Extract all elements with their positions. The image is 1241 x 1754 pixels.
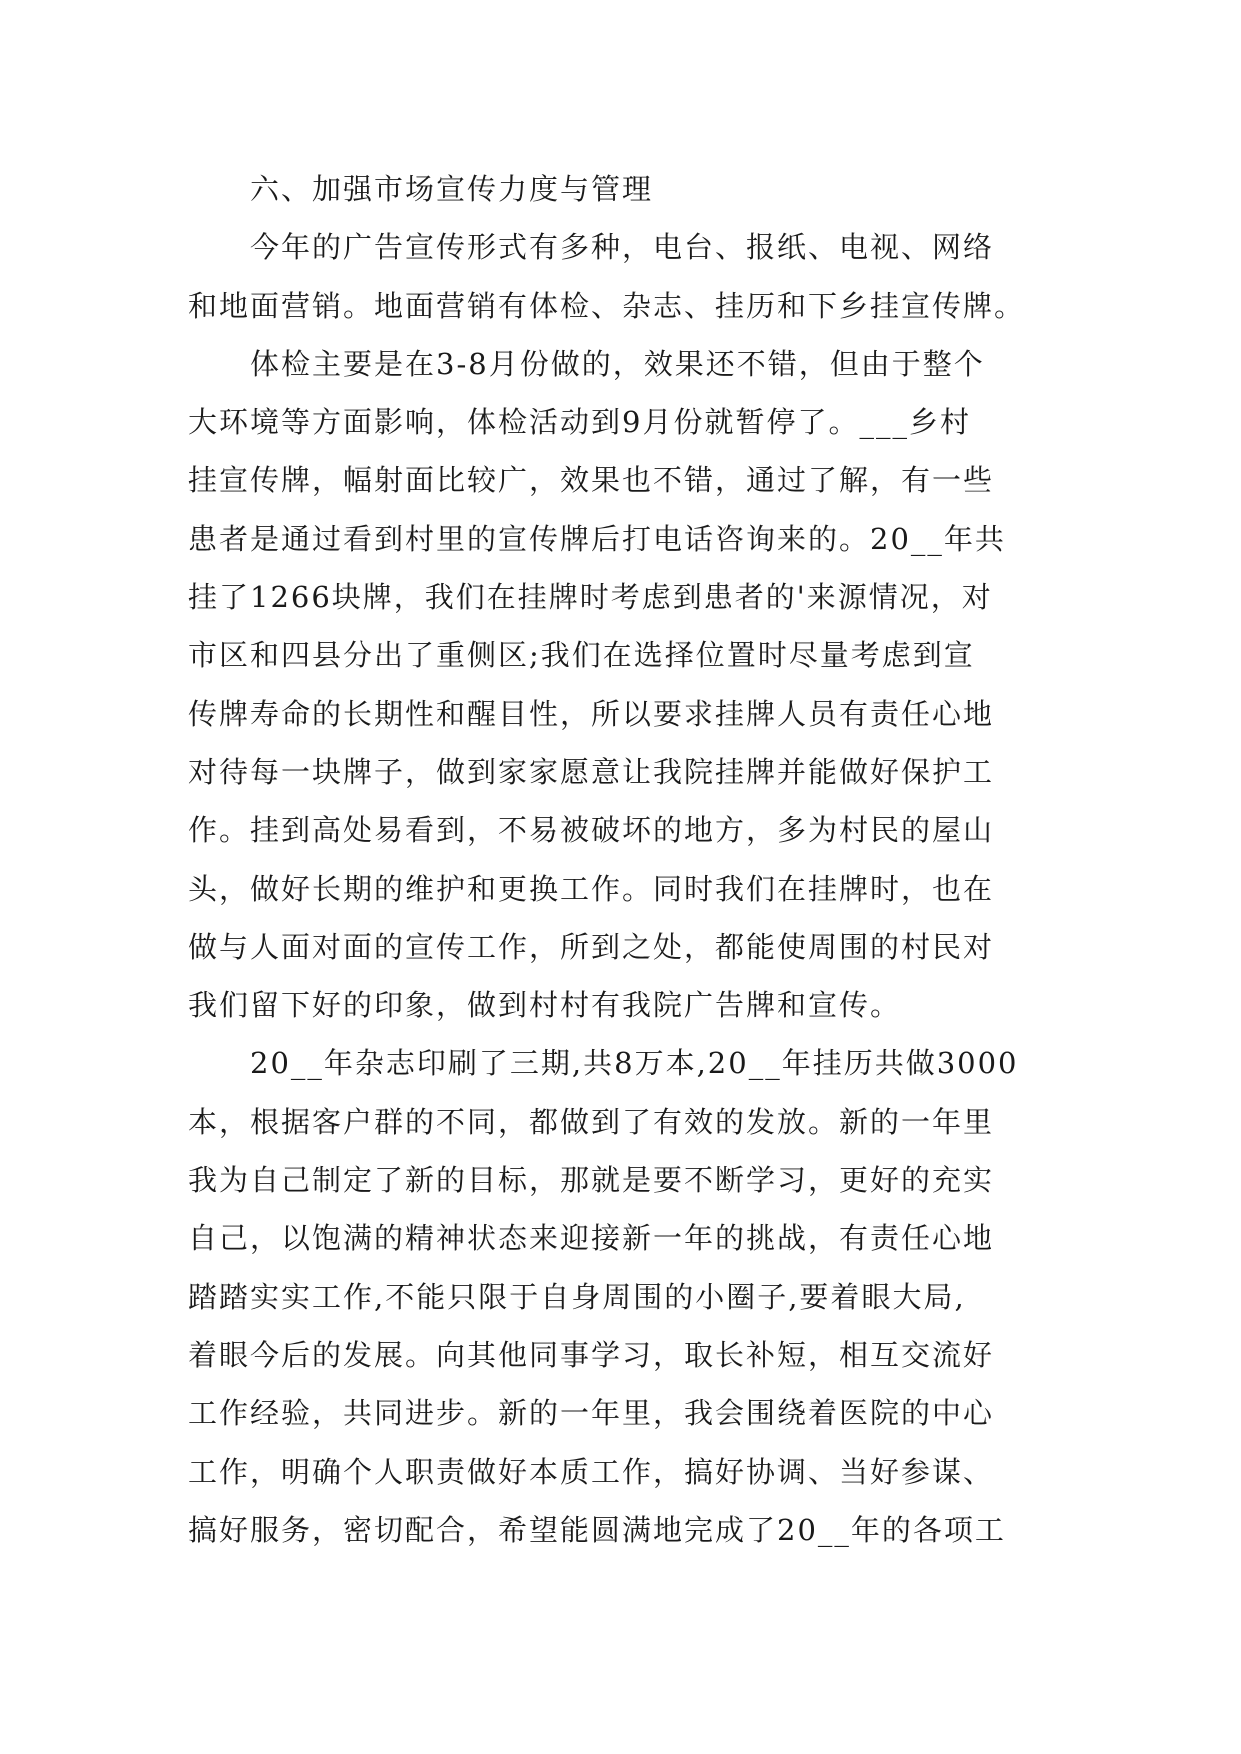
paragraph-line: 今年的广告宣传形式有多种，电台、报纸、电视、网络	[250, 230, 995, 265]
paragraph-line: 挂了1266块牌，我们在挂牌时考虑到患者的'来源情况，对	[188, 580, 993, 615]
paragraph-line: 着眼今后的发展。向其他同事学习，取长补短，相互交流好	[188, 1337, 995, 1372]
paragraph-line: 体检主要是在3-8月份做的，效果还不错，但由于整个	[250, 346, 985, 381]
paragraph-line: 工作经验，共同进步。新的一年里，我会围绕着医院的中心	[188, 1396, 995, 1431]
paragraph-line: 做与人面对面的宣传工作，所到之处，都能使周围的村民对	[188, 929, 995, 964]
paragraph-line: 挂宣传牌，幅射面比较广，效果也不错，通过了解，有一些	[188, 463, 995, 498]
paragraph-line: 自己，以饱满的精神状态来迎接新一年的挑战，有责任心地	[188, 1221, 995, 1256]
paragraph-line: 踏踏实实工作,不能只限于自身周围的小圈子,要着眼大局,	[188, 1279, 966, 1314]
paragraph-line: 对待每一块牌子，做到家家愿意让我院挂牌并能做好保护工	[188, 754, 995, 789]
paragraph-line: 作。挂到高处易看到，不易被破坏的地方，多为村民的屋山	[188, 813, 995, 848]
paragraph-line: 市区和四县分出了重侧区;我们在选择位置时尽量考虑到宣	[188, 638, 975, 673]
paragraph-line: 和地面营销。地面营销有体检、杂志、挂历和下乡挂宣传牌。	[188, 288, 1026, 323]
body-text	[188, 160, 1068, 1559]
paragraph-line: 大环境等方面影响，体检活动到9月份就暂停了。___乡村	[188, 405, 971, 440]
paragraph-line: 本，根据客户群的不同，都做到了有效的发放。新的一年里	[188, 1104, 995, 1139]
paragraph-line: 传牌寿命的长期性和醒目性，所以要求挂牌人员有责任心地	[188, 696, 995, 731]
paragraph-line: 20__年杂志印刷了三期,共8万本,20__年挂历共做3000	[250, 1046, 1019, 1081]
paragraph-line: 搞好服务，密切配合，希望能圆满地完成了20__年的各项工	[188, 1512, 1006, 1547]
section-heading: 六、加强市场宣传力度与管理	[250, 172, 654, 206]
paragraph-line: 患者是通过看到村里的宣传牌后打电话咨询来的。20__年共	[188, 521, 1006, 556]
paragraph-line: 工作，明确个人职责做好本质工作，搞好协调、当好参谋、	[188, 1454, 995, 1489]
paragraph-line: 我为自己制定了新的目标，那就是要不断学习，更好的充实	[188, 1163, 995, 1198]
paragraph-line: 头，做好长期的维护和更换工作。同时我们在挂牌时，也在	[188, 871, 995, 906]
paragraph-line: 我们留下好的印象，做到村村有我院广告牌和宣传。	[188, 988, 902, 1023]
